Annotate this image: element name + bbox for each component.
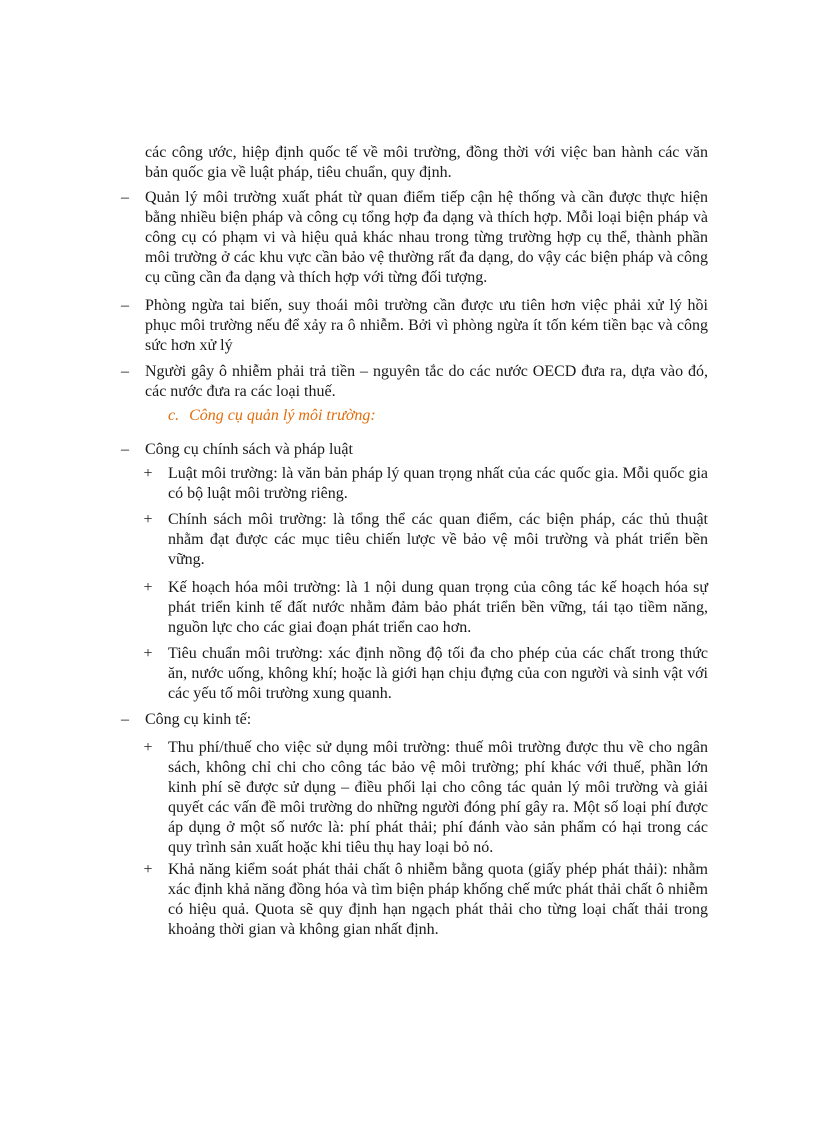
- bullet-plus: +: [143, 465, 153, 482]
- principle-systems-approach: Quản lý môi trường xuất phát từ quan điểm tiếp cận hệ thống và cần được thực hiện bằng nhiều biện pháp và công cụ tổng hợp đa dạng và thích hợp. Mỗi loại biện pháp và công cụ có phạm vi và hiệu quả khác nhau trong từng trường hợp cụ thể, thành phần môi trường ở các khu vực cần bảo vệ thường rất đa dạng, do vậy các biện pháp và công cụ cũng cần đa dạng và thích hợp với từng đối tượng.: [145, 189, 708, 286]
- section-c-heading: [168, 406, 376, 426]
- bullet-plus: +: [143, 861, 153, 878]
- policy-item-environmental-policy: Chính sách môi trường: là tổng thể các quan điểm, các biện pháp, các thủ thuật nhằm đạt được các mục tiêu chiến lược về bảo vệ môi trường và phát triển bền vững.: [168, 511, 708, 568]
- bullet-plus: +: [143, 511, 153, 528]
- bullet-dash: –: [121, 441, 129, 458]
- policy-item-environmental-standards: Tiêu chuẩn môi trường: xác định nồng độ tối đa cho phép của các chất trong thức ăn, nước uống, không khí; hoặc là giới hạn chịu đựng của con người và sinh vật với các yếu tố môi trường xung quanh.: [168, 645, 708, 702]
- bullet-dash: –: [121, 297, 129, 314]
- bullet-dash: –: [121, 189, 129, 206]
- policy-item-environmental-law: Luật môi trường: là văn bản pháp lý quan trọng nhất của các quốc gia. Mỗi quốc gia có bộ luật môi trường riêng.: [168, 465, 708, 502]
- principle-prevention: Phòng ngừa tai biến, suy thoái môi trường cần được ưu tiên hơn việc phải xử lý hồi phục môi trường nếu để xảy ra ô nhiễm. Bởi vì phòng ngừa ít tốn kém tiền bạc và công sức hơn xử lý: [145, 297, 708, 354]
- economic-tools-title: Công cụ kinh tế:: [145, 711, 252, 728]
- bullet-plus: +: [143, 579, 153, 596]
- section-c-letter: c.: [168, 407, 180, 424]
- principle-polluter-pays: Người gây ô nhiễm phải trả tiền – nguyên tắc do các nước OECD đưa ra, dựa vào đó, các nước đưa ra các loại thuế.: [145, 363, 708, 400]
- bullet-dash: –: [121, 711, 129, 728]
- section-c-title: Công cụ quản lý môi trường:: [189, 407, 376, 424]
- economic-item-fees-taxes: Thu phí/thuế cho việc sử dụng môi trường: thuế môi trường được thu về cho ngân sách, không chỉ chi cho công tác bảo vệ môi trường; phí khác với thuế, phần lớn kinh phí sẽ được sử dụng – điều phối lại cho công tác quản lý môi trường và giải quyết các vấn đề môi trường do những người đóng phí gây ra. Một số loại phí được áp dụng ở một số nước là: phí phát thải; phí đánh vào sản phẩm có hại trong các quy trình sản xuất hoặc khi tiêu thụ hay loại bỏ nó.: [168, 739, 708, 856]
- intro-paragraph: các công ước, hiệp định quốc tế về môi trường, đồng thời với việc ban hành các văn bản quốc gia về luật pháp, tiêu chuẩn, quy định.: [145, 144, 708, 181]
- economic-item-emission-quota: Khả năng kiểm soát phát thải chất ô nhiễm bằng quota (giấy phép phát thải): nhằm xác định khả năng đồng hóa và tìm biện pháp khống chế mức phát thải chất ô nhiễm có hiệu quả. Quota sẽ quy định hạn ngạch phát thải cho từng loại chất thải trong khoảng thời gian và không gian nhất định.: [168, 861, 708, 938]
- policy-item-environmental-planning: Kế hoạch hóa môi trường: là 1 nội dung quan trọng của công tác kế hoạch hóa sự phát triển kinh tế đất nước nhằm đảm bảo phát triển bền vững, tái tạo tiềm năng, nguồn lực cho các giai đoạn phát triển cao hơn.: [168, 579, 708, 636]
- bullet-plus: +: [143, 739, 153, 756]
- bullet-plus: +: [143, 645, 153, 662]
- bullet-dash: –: [121, 363, 129, 380]
- policy-tools-title: Công cụ chính sách và pháp luật: [145, 441, 353, 458]
